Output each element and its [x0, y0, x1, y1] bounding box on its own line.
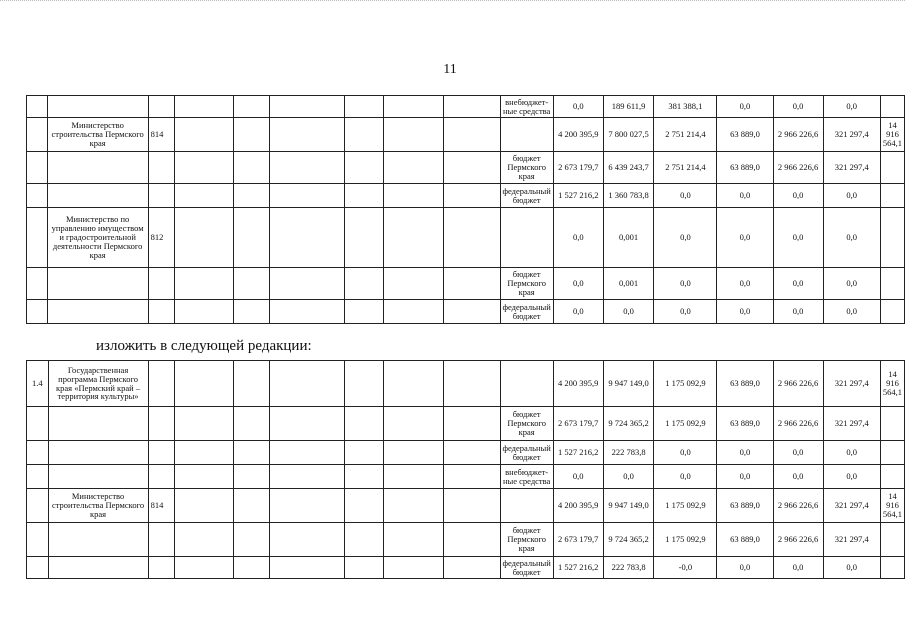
row-number-cell [27, 118, 48, 152]
empty-cell [443, 407, 500, 441]
empty-cell [234, 184, 269, 208]
executor-name-cell [48, 441, 148, 465]
row-number-cell [27, 184, 48, 208]
empty-cell [174, 268, 234, 300]
amount-cell: 0,0 [823, 465, 880, 489]
amount-cell: 0,0 [654, 441, 717, 465]
empty-cell [345, 465, 384, 489]
empty-cell [345, 557, 384, 579]
code-cell: 814 [148, 489, 174, 523]
amount-cell [880, 465, 904, 489]
amount-cell: 0,0 [773, 441, 823, 465]
empty-cell [443, 557, 500, 579]
amount-cell: 189 611,9 [603, 96, 654, 118]
row-number-cell [27, 465, 49, 489]
amount-cell: 0,0 [823, 441, 880, 465]
amount-cell: 6 439 243,7 [603, 152, 654, 184]
amount-cell: 1 527 216,2 [553, 441, 603, 465]
amount-cell: 321 297,4 [823, 407, 880, 441]
empty-cell [174, 96, 234, 118]
executor-name-cell [48, 557, 148, 579]
amount-cell: 2 673 179,7 [553, 407, 603, 441]
executor-name-cell [47, 96, 148, 118]
empty-cell [443, 268, 500, 300]
empty-cell [234, 268, 269, 300]
executor-name-cell [47, 300, 148, 324]
funding-source-cell: внебюджет-ные средства [500, 465, 553, 489]
empty-cell [234, 557, 269, 579]
executor-name-cell [47, 268, 148, 300]
table-row [27, 407, 905, 441]
amount-cell: 1 527 216,2 [553, 557, 603, 579]
empty-cell [345, 407, 384, 441]
empty-cell [384, 523, 444, 557]
amount-cell: 2 673 179,7 [553, 152, 603, 184]
empty-cell [443, 441, 500, 465]
table-row [27, 441, 905, 465]
empty-cell [269, 523, 344, 557]
amount-cell [880, 523, 904, 557]
empty-cell [384, 152, 444, 184]
amount-cell: 0,0 [553, 268, 603, 300]
amount-cell: 0,0 [773, 465, 823, 489]
empty-cell [234, 300, 269, 324]
empty-cell [234, 152, 269, 184]
amount-cell: 0,0 [717, 465, 773, 489]
funding-source-cell: федеральный бюджет [500, 557, 553, 579]
amount-cell: 9 947 149,0 [603, 361, 654, 407]
funding-source-cell: внебюджет-ные средства [500, 96, 553, 118]
amount-cell: 2 751 214,4 [654, 152, 717, 184]
amount-cell: 2 966 226,6 [773, 407, 823, 441]
amount-cell: 0,0 [654, 184, 717, 208]
amount-cell: 0,0 [717, 268, 773, 300]
table-row [27, 523, 905, 557]
table-row [27, 184, 905, 208]
table-row [27, 465, 905, 489]
empty-cell [345, 489, 384, 523]
amount-cell: 0,0 [553, 96, 603, 118]
amount-cell: 0,0 [603, 465, 654, 489]
page-number: 11 [443, 62, 457, 77]
empty-cell [345, 300, 384, 324]
amount-cell: 321 297,4 [823, 118, 880, 152]
amount-cell: 0,0 [717, 96, 773, 118]
amount-cell: 0,0 [603, 300, 654, 324]
amount-cell [880, 184, 904, 208]
empty-cell [174, 361, 234, 407]
amount-cell: 2 966 226,6 [773, 361, 823, 407]
amount-cell: 2 673 179,7 [553, 523, 603, 557]
empty-cell [269, 118, 344, 152]
code-cell: 812 [148, 208, 174, 268]
amount-cell: 1 175 092,9 [654, 361, 717, 407]
amount-cell: 222 783,8 [603, 557, 654, 579]
amount-cell: 0,0 [717, 184, 773, 208]
empty-cell [443, 523, 500, 557]
amount-cell: 0,0 [654, 300, 717, 324]
amount-cell: 14 916 564,1 [880, 118, 904, 152]
amount-cell: 0,0 [773, 557, 823, 579]
empty-cell [234, 441, 269, 465]
amount-cell: 0,0 [823, 268, 880, 300]
code-cell [148, 184, 174, 208]
empty-cell [384, 300, 444, 324]
row-number-cell [27, 96, 48, 118]
code-cell [148, 268, 174, 300]
amount-cell: -0,0 [654, 557, 717, 579]
table-row [27, 557, 905, 579]
empty-cell [234, 96, 269, 118]
empty-cell [269, 184, 344, 208]
empty-cell [174, 465, 234, 489]
empty-cell [345, 96, 384, 118]
empty-cell [174, 489, 234, 523]
empty-cell [234, 361, 269, 407]
empty-cell [174, 208, 234, 268]
row-number-cell [27, 407, 49, 441]
amount-cell: 63 889,0 [717, 523, 773, 557]
amount-cell: 4 200 395,9 [553, 489, 603, 523]
row-number-cell [27, 152, 48, 184]
amount-cell: 0,0 [823, 300, 880, 324]
amount-cell: 0,0 [717, 208, 773, 268]
executor-name-cell: Министерство по управлению имуществом и градостроительной деятельности Пермского края [47, 208, 148, 268]
code-cell [148, 300, 174, 324]
empty-cell [384, 557, 444, 579]
amount-cell [880, 300, 904, 324]
amount-cell: 0,0 [823, 96, 880, 118]
amount-cell: 321 297,4 [823, 152, 880, 184]
executor-name-cell: Государственная программа Пермского края «Пермский край – территория культуры» [48, 361, 148, 407]
amount-cell: 1 175 092,9 [654, 407, 717, 441]
amount-cell: 0,0 [654, 465, 717, 489]
empty-cell [174, 523, 234, 557]
funding-source-cell: федеральный бюджет [500, 441, 553, 465]
amount-cell: 0,0 [654, 208, 717, 268]
empty-cell [234, 523, 269, 557]
executor-name-cell [47, 184, 148, 208]
code-cell [148, 523, 174, 557]
empty-cell [269, 268, 344, 300]
amount-cell: 1 360 783,8 [603, 184, 654, 208]
budget-table-new [26, 360, 905, 579]
amount-cell: 0,001 [603, 268, 654, 300]
executor-name-cell [48, 523, 148, 557]
empty-cell [384, 184, 444, 208]
empty-cell [384, 208, 444, 268]
amount-cell [880, 152, 904, 184]
funding-source-cell: бюджет Пермского края [500, 268, 553, 300]
empty-cell [234, 465, 269, 489]
funding-source-cell [500, 118, 553, 152]
amount-cell: 9 724 365,2 [603, 523, 654, 557]
empty-cell [443, 489, 500, 523]
empty-cell [269, 441, 344, 465]
amount-cell: 381 388,1 [654, 96, 717, 118]
funding-source-cell: федеральный бюджет [500, 300, 553, 324]
amount-cell: 0,0 [823, 184, 880, 208]
amount-cell [880, 96, 904, 118]
empty-cell [174, 300, 234, 324]
amount-cell: 9 947 149,0 [603, 489, 654, 523]
table-row [27, 300, 905, 324]
amount-cell: 63 889,0 [717, 489, 773, 523]
amount-cell: 7 800 027,5 [603, 118, 654, 152]
empty-cell [443, 465, 500, 489]
code-cell: 814 [148, 118, 174, 152]
empty-cell [174, 184, 234, 208]
amount-cell [880, 208, 904, 268]
empty-cell [384, 118, 444, 152]
empty-cell [234, 407, 269, 441]
empty-cell [174, 441, 234, 465]
empty-cell [269, 489, 344, 523]
amount-cell: 2 751 214,4 [654, 118, 717, 152]
instruction-text: изложить в следующей редакции: [96, 338, 312, 354]
code-cell [148, 441, 174, 465]
row-number-cell [27, 208, 48, 268]
empty-cell [443, 152, 500, 184]
empty-cell [345, 152, 384, 184]
empty-cell [269, 465, 344, 489]
empty-cell [345, 118, 384, 152]
funding-source-cell [500, 208, 553, 268]
table-row [27, 489, 905, 523]
empty-cell [345, 361, 384, 407]
scan-edge-marks [0, 0, 905, 7]
empty-cell [384, 96, 444, 118]
empty-cell [269, 557, 344, 579]
empty-cell [269, 208, 344, 268]
empty-cell [345, 208, 384, 268]
amount-cell: 4 200 395,9 [553, 118, 603, 152]
code-cell [148, 96, 174, 118]
row-number-cell [27, 441, 49, 465]
amount-cell: 14 916 564,1 [880, 361, 904, 407]
funding-source-cell: бюджет Пермского края [500, 523, 553, 557]
executor-name-cell [48, 407, 148, 441]
amount-cell: 4 200 395,9 [553, 361, 603, 407]
amount-cell: 0,0 [553, 300, 603, 324]
amount-cell: 0,0 [773, 300, 823, 324]
code-cell [148, 361, 174, 407]
amount-cell: 2 966 226,6 [773, 152, 823, 184]
code-cell [148, 465, 174, 489]
row-number-cell [27, 523, 49, 557]
code-cell [148, 407, 174, 441]
funding-source-cell [500, 361, 553, 407]
amount-cell: 63 889,0 [717, 118, 773, 152]
funding-source-cell: бюджет Пермского края [500, 152, 553, 184]
code-cell [148, 152, 174, 184]
table-row [27, 152, 905, 184]
empty-cell [345, 184, 384, 208]
amount-cell: 9 724 365,2 [603, 407, 654, 441]
amount-cell: 63 889,0 [717, 407, 773, 441]
amount-cell: 222 783,8 [603, 441, 654, 465]
empty-cell [443, 361, 500, 407]
amount-cell: 2 966 226,6 [773, 489, 823, 523]
amount-cell: 0,0 [717, 300, 773, 324]
amount-cell: 0,0 [773, 184, 823, 208]
empty-cell [384, 465, 444, 489]
executor-name-cell [48, 465, 148, 489]
empty-cell [384, 441, 444, 465]
row-number-cell [27, 268, 48, 300]
empty-cell [174, 407, 234, 441]
amount-cell [880, 557, 904, 579]
amount-cell: 2 966 226,6 [773, 118, 823, 152]
empty-cell [345, 441, 384, 465]
empty-cell [443, 208, 500, 268]
empty-cell [174, 557, 234, 579]
amount-cell: 0,001 [603, 208, 654, 268]
amount-cell [880, 268, 904, 300]
amount-cell: 321 297,4 [823, 361, 880, 407]
executor-name-cell: Министерство строительства Пермского края [48, 489, 148, 523]
amount-cell [880, 441, 904, 465]
empty-cell [443, 96, 500, 118]
executor-name-cell [47, 152, 148, 184]
empty-cell [443, 118, 500, 152]
table-row [27, 118, 905, 152]
empty-cell [269, 300, 344, 324]
amount-cell: 0,0 [717, 557, 773, 579]
empty-cell [234, 208, 269, 268]
amount-cell: 0,0 [773, 268, 823, 300]
amount-cell: 321 297,4 [823, 489, 880, 523]
empty-cell [384, 361, 444, 407]
empty-cell [234, 118, 269, 152]
row-number-cell [27, 489, 49, 523]
table-row [27, 361, 905, 407]
amount-cell: 0,0 [654, 268, 717, 300]
funding-source-cell [500, 489, 553, 523]
empty-cell [269, 361, 344, 407]
amount-cell: 0,0 [823, 557, 880, 579]
amount-cell: 1 175 092,9 [654, 489, 717, 523]
empty-cell [174, 152, 234, 184]
empty-cell [234, 489, 269, 523]
row-number-cell [27, 557, 49, 579]
empty-cell [384, 268, 444, 300]
amount-cell: 63 889,0 [717, 152, 773, 184]
empty-cell [345, 523, 384, 557]
row-number-cell: 1.4 [27, 361, 49, 407]
executor-name-cell: Министерство строительства Пермского края [47, 118, 148, 152]
empty-cell [269, 407, 344, 441]
amount-cell: 1 527 216,2 [553, 184, 603, 208]
amount-cell: 321 297,4 [823, 523, 880, 557]
row-number-cell [27, 300, 48, 324]
empty-cell [269, 152, 344, 184]
amount-cell: 1 175 092,9 [654, 523, 717, 557]
empty-cell [174, 118, 234, 152]
funding-source-cell: бюджет Пермского края [500, 407, 553, 441]
empty-cell [345, 268, 384, 300]
empty-cell [443, 184, 500, 208]
empty-cell [443, 300, 500, 324]
amount-cell: 63 889,0 [717, 361, 773, 407]
amount-cell: 14 916 564,1 [880, 489, 904, 523]
empty-cell [384, 407, 444, 441]
amount-cell: 0,0 [553, 465, 603, 489]
amount-cell: 0,0 [773, 208, 823, 268]
amount-cell [880, 407, 904, 441]
amount-cell: 0,0 [553, 208, 603, 268]
amount-cell: 0,0 [773, 96, 823, 118]
table-row [27, 208, 905, 268]
budget-table-old [26, 95, 905, 324]
empty-cell [384, 489, 444, 523]
amount-cell: 0,0 [717, 441, 773, 465]
empty-cell [269, 96, 344, 118]
table-row [27, 96, 905, 118]
code-cell [148, 557, 174, 579]
funding-source-cell: федеральный бюджет [500, 184, 553, 208]
amount-cell: 0,0 [823, 208, 880, 268]
amount-cell: 2 966 226,6 [773, 523, 823, 557]
table-row [27, 268, 905, 300]
